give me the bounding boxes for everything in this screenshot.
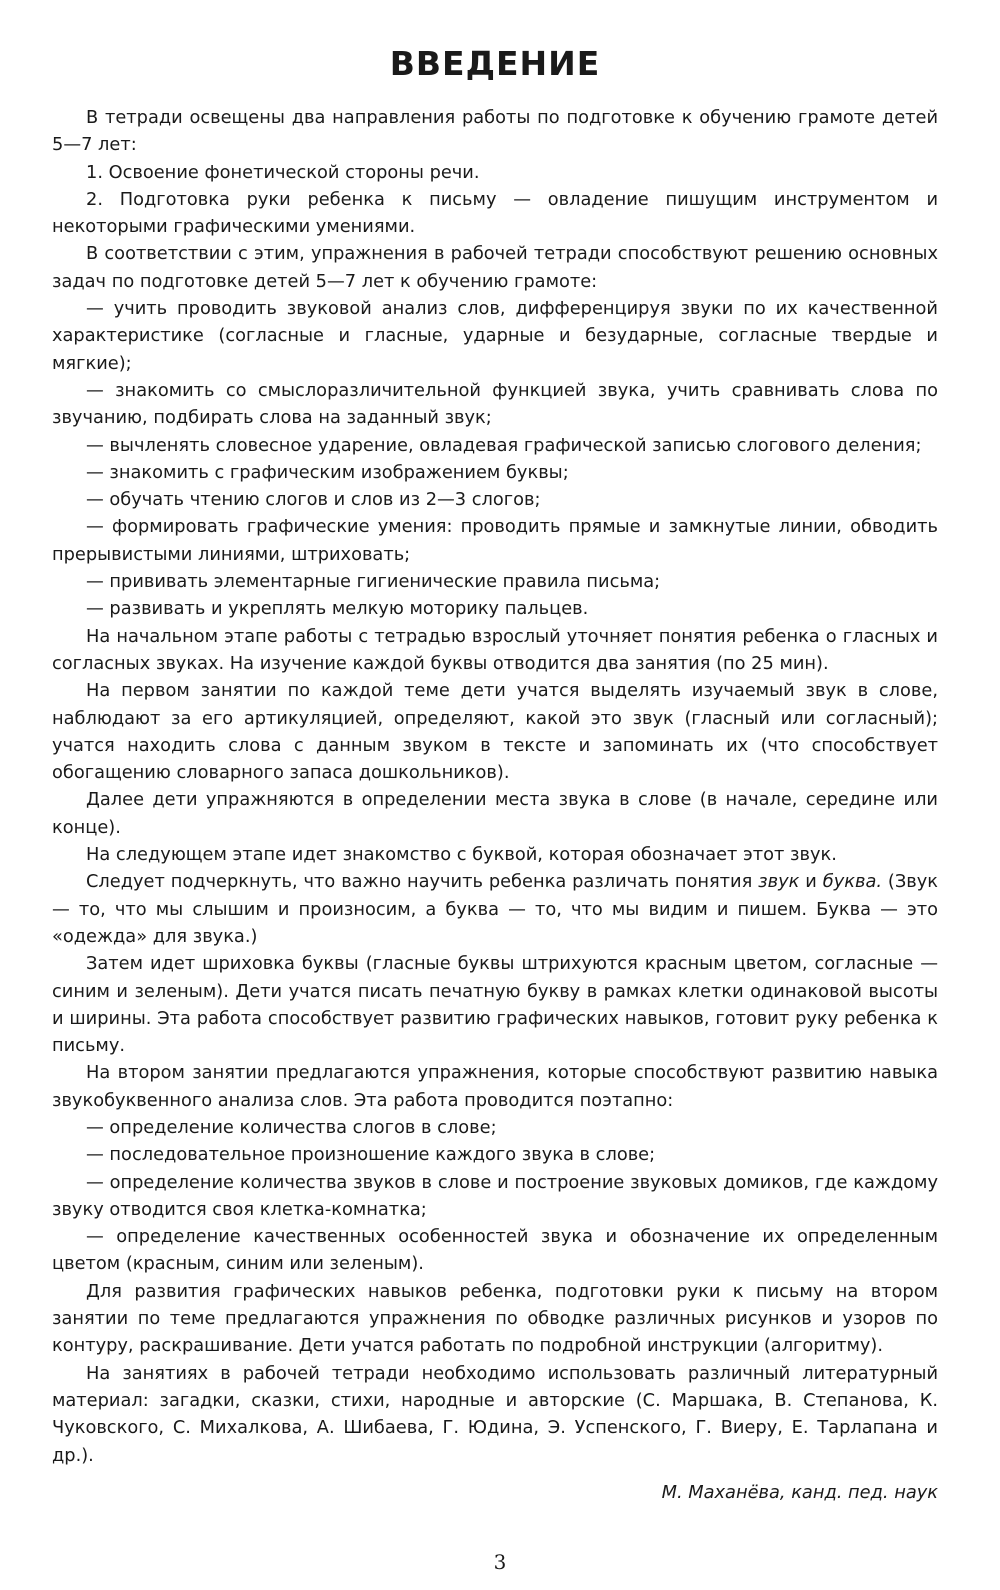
body-text [52,104,938,1469]
paragraph: На занятиях в рабочей тетради необходимо использовать различный литературный материал: загадки, сказки, стихи, народные и авторские (С. Маршака, В. Степанова, К. Чуковского, С. Михалкова, А. Шибаева, Г. Юдина, Э. Успенского, Г. Виеру, Е. Тарлапана и др.). [52,1362,938,1466]
list-item: — знакомить с графическим изображением буквы; [86,461,569,483]
paragraph: Далее дети упражняются в определении места звука в слове (в начале, середине или конце). [52,789,938,838]
list-item: — вычленять словесное ударение, овладевая графической записью слогового деления; [86,434,922,456]
page-title: ВВЕДЕНИЕ [389,44,601,83]
list-item: — формировать графические умения: проводить прямые и замкнутые линии, обводить прерывистыми линиями, штриховать; [52,516,938,565]
paragraph: В соответствии с этим, упражнения в рабочей тетради способствуют решению основных задач по подготовке детей 5—7 лет к обучению грамоте: [52,243,938,292]
paragraph: На начальном этапе работы с тетрадью взрослый уточняет понятия ребенка о гласных и согласных звуках. На изучение каждой буквы отводится два занятия (по 25 мин). [52,625,938,674]
list-item: — обучать чтению слогов и слов из 2—3 слогов; [86,489,541,511]
list-item: — развивать и укреплять мелкую моторику пальцев. [86,598,589,620]
text-span: Следует подчеркнуть, что важно научить ребенка различать понятия [86,871,759,893]
list-item: — определение качественных особенностей звука и обозначение их определенным цветом (красным, синим или зеленым). [52,1226,938,1275]
paragraph: 2. Подготовка руки ребенка к письму — овладение пишущим инструментом и некоторыми графическими умениями. [52,188,938,238]
term-sound: звук [758,871,800,893]
page-content [52,40,938,1507]
list-item: — определение количества слогов в слове; [86,1116,497,1138]
text-span: (Звук — то, что мы слышим и произносим, а буква — то, что мы видим и пишем. Буква — это «одежда» для звука.) [52,871,938,947]
paragraph: Для развития графических навыков ребенка, подготовки руки к письму на втором занятии по теме предлагаются упражнения по обводке различных рисунков и узоров по контуру, раскрашивание. Дети учатся работать по подробной инструкции (алгоритму). [52,1280,938,1357]
list-item: — знакомить со смыслоразличительной функцией звука, учить сравнивать слова по звучанию, подбирать слова на заданный звук; [52,379,938,429]
paragraph: 1. Освоение фонетической стороны речи. [86,161,480,183]
list-item: — последовательное произношение каждого звука в слове; [86,1144,656,1166]
term-letter: буква. [822,871,882,893]
list-item: — определение количества звуков в слове и построение звуковых домиков, где каждому звуку отводится своя клетка-комнатка; [52,1171,938,1220]
text-span: и [799,871,823,893]
list-item: — учить проводить звуковой анализ слов, дифференцируя звуки по их качественной характеристике (согласные и гласные, ударные и безударные, согласные твердые и мягкие); [52,298,938,374]
page-number: 3 [493,1550,507,1574]
paragraph: На втором занятии предлагаются упражнения, которые способствуют развитию навыка звукобуквенного анализа слов. Эта работа проводится поэтапно: [52,1062,938,1111]
paragraph: На первом занятии по каждой теме дети учатся выделять изучаемый звук в слове, наблюдают за его артикуляцией, определяют, какой это звук (гласный или согласный); учатся находить слова с данным звуком в тексте и запоминать их (что способствует обогащению словарного запаса дошкольников). [52,680,938,784]
list-item: — прививать элементарные гигиенические правила письма; [86,571,661,593]
paragraph: Затем идет шриховка буквы (гласные буквы штрихуются красным цветом, согласные — синим и зеленым). Дети учатся писать печатную букву в рамках клетки одинаковой высоты и ширины. Эта работа способствует развитию графических навыков, готовит руку ребенка к письму. [52,953,938,1057]
paragraph: На следующем этапе идет знакомство с буквой, которая обозначает этот звук. [86,844,837,866]
paragraph-sound-vs-letter [52,868,938,950]
author-signature: М. Маханёва, канд. пед. наук [661,1481,938,1503]
paragraph: В тетради освещены два направления работы по подготовке к обучению грамоте детей 5—7 лет: [52,107,938,156]
